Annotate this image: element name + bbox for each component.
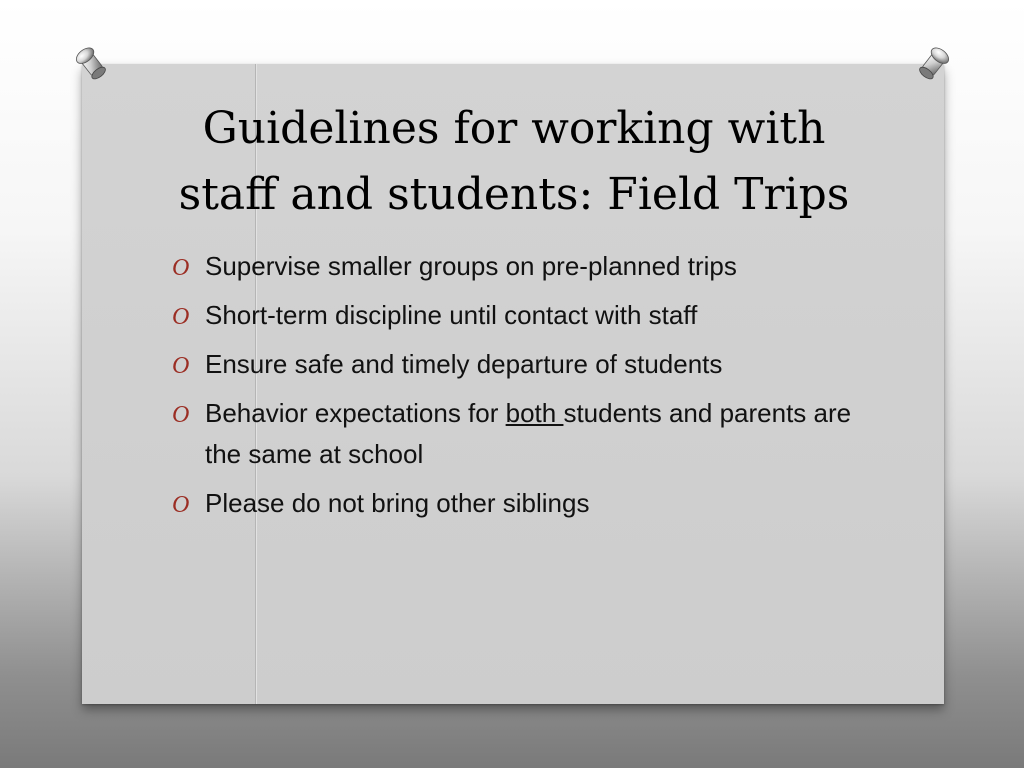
bullet-text-underlined: both: [505, 398, 564, 428]
bullet-list: [172, 246, 862, 532]
slide-title-line: staff and students: Field Trips: [178, 169, 850, 220]
slide-title-line: Guidelines for working with: [202, 103, 826, 154]
bullet-text: Short-term discipline until contact with staff: [205, 300, 698, 330]
bullet-item: [172, 393, 862, 475]
bullet-marker-icon: O: [172, 304, 190, 330]
bullet-text-before: Behavior expectations for: [205, 398, 506, 428]
bullet-text: Ensure safe and timely departure of students: [205, 349, 723, 379]
bullet-text: Please do not bring other siblings: [205, 488, 590, 518]
bullet-text: Supervise smaller groups on pre-planned trips: [205, 251, 737, 281]
bullet-marker-icon: O: [172, 492, 190, 518]
bullet-marker-icon: O: [172, 353, 190, 379]
bullet-marker-icon: O: [172, 255, 190, 281]
bullet-item: [172, 295, 862, 336]
bullet-item: [172, 483, 862, 524]
pushpin-icon: [68, 40, 112, 84]
pushpin-icon: [913, 40, 957, 84]
bullet-item: [172, 344, 862, 385]
bullet-text-after: students and parents are the same at school: [205, 398, 852, 469]
bullet-item: [172, 246, 862, 287]
slide-title: [100, 96, 928, 228]
bullet-marker-icon: O: [172, 402, 190, 428]
